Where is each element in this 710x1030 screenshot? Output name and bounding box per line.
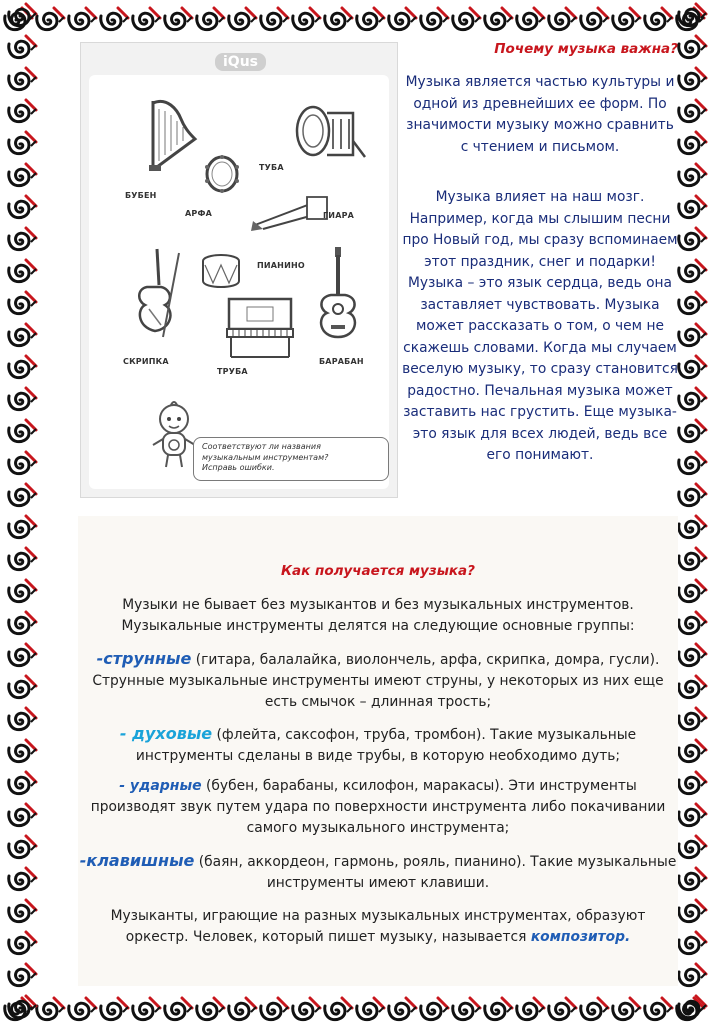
swirl-border-icon xyxy=(613,998,640,1020)
swirl-border-icon xyxy=(133,998,160,1020)
swirl-border-icon xyxy=(645,8,672,30)
swirl-border-icon xyxy=(453,998,480,1020)
swirl-border-icon xyxy=(679,804,706,826)
swirl-border-icon xyxy=(679,356,706,378)
swirl-border-icon xyxy=(9,644,36,666)
swirl-border-icon xyxy=(37,998,64,1020)
wind-paragraph xyxy=(78,723,678,767)
swirl-border-icon xyxy=(679,292,706,314)
trombone-icon xyxy=(249,193,329,233)
swirl-border-icon xyxy=(9,68,36,90)
swirl-border-icon xyxy=(9,868,36,890)
how-intro: Музыки не бывает без музыкантов и без музыкальных инструментов. Музыкальные инструменты делятся на следующие основные группы: xyxy=(121,597,635,634)
swirl-border-icon xyxy=(679,452,706,474)
violin-icon xyxy=(127,245,193,345)
swirl-border-icon xyxy=(9,484,36,506)
swirl-border-icon xyxy=(9,708,36,730)
swirl-border-icon xyxy=(679,868,706,890)
worksheet-logo: iQus xyxy=(215,53,266,71)
swirl-border-icon xyxy=(679,420,706,442)
swirl-border-icon xyxy=(9,388,36,410)
tuba-icon xyxy=(289,101,369,167)
swirl-border-icon xyxy=(9,612,36,634)
swirl-border-icon xyxy=(679,580,706,602)
swirl-border-icon xyxy=(197,8,224,30)
swirl-border-icon xyxy=(679,516,706,538)
swirl-border-icon xyxy=(197,998,224,1020)
swirl-border-icon xyxy=(389,8,416,30)
swirl-border-icon xyxy=(9,260,36,282)
swirl-border-icon xyxy=(9,292,36,314)
swirl-border-icon xyxy=(229,8,256,30)
swirl-border-icon xyxy=(9,4,36,26)
swirl-border-icon xyxy=(679,100,706,122)
swirl-border-icon xyxy=(679,612,706,634)
swirl-border-icon xyxy=(9,900,36,922)
swirl-border-icon xyxy=(293,998,320,1020)
percussion-keyword: - ударные xyxy=(119,778,202,794)
swirl-border-icon xyxy=(485,8,512,30)
swirl-border-icon xyxy=(453,8,480,30)
why-paragraph-1: Музыка является частью культуры и одной из древнейших ее форм. По значимости музыку можно сравнить с чтением и письмом. xyxy=(405,74,675,155)
swirl-border-icon xyxy=(325,8,352,30)
swirl-border-icon xyxy=(165,8,192,30)
border-bottom xyxy=(0,990,710,1030)
swirl-border-icon xyxy=(679,772,706,794)
swirl-border-icon xyxy=(679,900,706,922)
swirl-border-icon xyxy=(679,484,706,506)
swirl-border-icon xyxy=(9,228,36,250)
label-skripka: СКРИПКА xyxy=(123,357,169,366)
harp-icon xyxy=(143,95,199,175)
outro-paragraph xyxy=(78,906,678,948)
swirl-border-icon xyxy=(9,164,36,186)
swirl-border-icon xyxy=(261,998,288,1020)
guitar-icon xyxy=(313,245,363,341)
swirl-border-icon xyxy=(133,8,160,30)
percussion-paragraph xyxy=(78,776,678,839)
swirl-border-icon xyxy=(9,548,36,570)
border-left xyxy=(0,0,40,1030)
label-tuba: ТУБА xyxy=(259,163,284,172)
swirl-border-icon xyxy=(9,420,36,442)
keys-text: (баян, аккордеон, гармонь, рояль, пианино). Такие музыкальные инструменты имеют клавиши. xyxy=(194,854,677,891)
label-truba: ТРУБА xyxy=(217,367,248,376)
swirl-border-icon xyxy=(101,8,128,30)
swirl-border-icon xyxy=(679,836,706,858)
bubble-line-1: Соответствуют ли названия xyxy=(202,442,321,451)
instruments-worksheet-image xyxy=(80,42,398,498)
swirl-border-icon xyxy=(325,998,352,1020)
how-music-title: Как получается музыка? xyxy=(280,563,476,579)
swirl-border-icon xyxy=(421,8,448,30)
swirl-border-icon xyxy=(517,998,544,1020)
worksheet-instruction-bubble xyxy=(193,437,389,481)
swirl-border-icon xyxy=(9,356,36,378)
wind-text: (флейта, саксофон, труба, тромбон). Такие музыкальные инструменты сделаны в виде трубы, в которую необходимо дуть; xyxy=(135,727,637,764)
swirl-border-icon xyxy=(679,708,706,730)
label-giara: ГИАРА xyxy=(323,211,355,220)
swirl-border-icon xyxy=(485,998,512,1020)
swirl-border-icon xyxy=(679,132,706,154)
swirl-border-icon xyxy=(679,260,706,282)
swirl-border-icon xyxy=(229,998,256,1020)
outro-text: Музыканты, играющие на разных музыкальных инструментах, образуют оркестр. Человек, который пишет музыку, называется xyxy=(110,908,646,945)
drum-icon xyxy=(199,253,243,291)
swirl-border-icon xyxy=(357,998,384,1020)
swirl-border-icon xyxy=(389,998,416,1020)
why-paragraph-2: Музыка влияет на наш мозг. Например, когда мы слышим песни про Новый год, мы сразу вспоминаем этот праздник, снег и подарки! Музыка – это язык сердца, ведь она заставляет чувствовать. Музыка может рассказать о том, о чем не скажешь словами. Когда мы случаем веселую музыку, то сразу становится радостно. Печальная музыка может заставить нас грустить. Еще музыка-это язык для всех людей, ведь все его понимают. xyxy=(402,189,678,463)
keys-keyword: -клавишные xyxy=(79,851,195,870)
why-music-title: Почему музыка важна? xyxy=(494,41,678,57)
strings-paragraph xyxy=(78,648,678,713)
percussion-text: (бубен, барабаны, ксилофон, маракасы). Эти инструменты производят звук путем удара по поверхности инструмента либо покачивании самого музыкального инструмента; xyxy=(90,778,666,836)
swirl-border-icon xyxy=(679,388,706,410)
swirl-border-icon xyxy=(679,164,706,186)
border-top xyxy=(0,0,710,40)
swirl-border-icon xyxy=(549,8,576,30)
swirl-border-icon xyxy=(679,196,706,218)
swirl-border-icon xyxy=(9,772,36,794)
swirl-border-icon xyxy=(9,740,36,762)
wind-keyword: - духовые xyxy=(119,724,213,743)
swirl-border-icon xyxy=(261,8,288,30)
swirl-border-icon xyxy=(679,964,706,986)
swirl-border-icon xyxy=(421,998,448,1020)
swirl-border-icon xyxy=(9,932,36,954)
swirl-border-icon xyxy=(9,100,36,122)
label-buben: БУБЕН xyxy=(125,191,157,200)
swirl-border-icon xyxy=(165,998,192,1020)
swirl-border-icon xyxy=(37,8,64,30)
swirl-border-icon xyxy=(613,8,640,30)
label-arfa: АРФА xyxy=(185,209,212,218)
swirl-border-icon xyxy=(679,36,706,58)
swirl-border-icon xyxy=(9,516,36,538)
swirl-border-icon xyxy=(101,998,128,1020)
swirl-border-icon xyxy=(679,548,706,570)
swirl-border-icon xyxy=(9,452,36,474)
label-pianino: ПИАНИНО xyxy=(257,261,305,270)
swirl-border-icon xyxy=(679,644,706,666)
bubble-line-3: Исправь ошибки. xyxy=(202,463,275,472)
swirl-border-icon xyxy=(679,4,706,26)
swirl-border-icon xyxy=(679,932,706,954)
tambourine-icon xyxy=(201,153,243,195)
swirl-border-icon xyxy=(9,196,36,218)
swirl-border-icon xyxy=(357,8,384,30)
strings-text: (гитара, балалайка, виолончель, арфа, скрипка, домра, гусли). Струнные музыкальные инструменты имеют струны, у некоторых из них еще есть смычок – длинная трость; xyxy=(92,652,664,710)
swirl-border-icon xyxy=(69,8,96,30)
swirl-border-icon xyxy=(517,8,544,30)
strings-keyword: -струнные xyxy=(96,649,192,668)
mascot-icon xyxy=(149,401,199,469)
swirl-border-icon xyxy=(9,996,36,1018)
composer-word: композитор. xyxy=(530,929,631,945)
bubble-line-2: музыкальным инструментам? xyxy=(202,452,329,462)
swirl-border-icon xyxy=(9,324,36,346)
swirl-border-icon xyxy=(581,8,608,30)
swirl-border-icon xyxy=(679,740,706,762)
swirl-border-icon xyxy=(293,8,320,30)
swirl-border-icon xyxy=(679,324,706,346)
piano-icon xyxy=(223,295,297,361)
label-baraban: БАРАБАН xyxy=(319,357,364,366)
swirl-border-icon xyxy=(679,68,706,90)
swirl-border-icon xyxy=(679,996,706,1018)
swirl-border-icon xyxy=(581,998,608,1020)
swirl-border-icon xyxy=(9,836,36,858)
swirl-border-icon xyxy=(9,580,36,602)
swirl-border-icon xyxy=(9,804,36,826)
swirl-border-icon xyxy=(679,676,706,698)
swirl-border-icon xyxy=(549,998,576,1020)
swirl-border-icon xyxy=(679,228,706,250)
swirl-border-icon xyxy=(9,132,36,154)
swirl-border-icon xyxy=(9,676,36,698)
swirl-border-icon xyxy=(9,36,36,58)
swirl-border-icon xyxy=(9,964,36,986)
keys-paragraph xyxy=(78,850,678,894)
swirl-border-icon xyxy=(69,998,96,1020)
swirl-border-icon xyxy=(645,998,672,1020)
